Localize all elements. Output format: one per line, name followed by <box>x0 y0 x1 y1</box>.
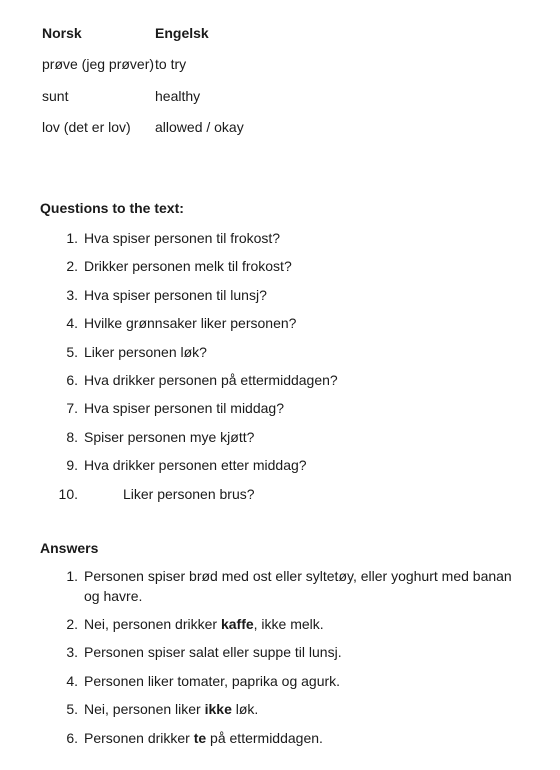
question-text: Spiser personen mye kjøtt? <box>84 428 255 445</box>
question-text: Drikker personen melk til frokost? <box>84 258 292 275</box>
question-text: Hvilke grønnsaker liker personen? <box>84 315 297 332</box>
column-header-engelsk: Engelsk <box>155 24 209 41</box>
answer-text: Personen liker tomater, paprika og agurk. <box>84 672 341 689</box>
answer-text <box>78 728 323 756</box>
emphasized-word: te <box>193 729 207 746</box>
emphasized-word: ikke <box>204 701 232 718</box>
vocabulary-header-row <box>42 17 302 49</box>
question-text: Hva drikker personen på ettermiddagen? <box>84 371 338 388</box>
item-number: 1. <box>66 568 78 584</box>
vocabulary-row <box>42 112 302 144</box>
list-item <box>40 484 530 512</box>
answer-text <box>78 614 324 642</box>
questions-list <box>40 228 530 512</box>
list-item <box>40 398 530 426</box>
item-number: 5. <box>66 343 78 360</box>
item-number: 5. <box>66 701 78 718</box>
answer-text-part: Personen drikker <box>84 729 194 746</box>
list-item <box>40 728 530 756</box>
column-header-norsk: Norsk <box>42 24 82 41</box>
english-word: healthy <box>155 87 201 104</box>
list-item <box>40 313 530 341</box>
question-text: Liker personen brus? <box>123 485 255 502</box>
item-number: 9. <box>66 457 78 474</box>
question-text: Hva spiser personen til lunsj? <box>84 286 267 303</box>
emphasized-word: kaffe <box>220 616 254 632</box>
vocabulary-row <box>42 49 302 81</box>
item-number: 4. <box>66 315 78 332</box>
item-number: 2. <box>66 616 78 632</box>
answers-list <box>40 566 530 756</box>
list-item <box>40 256 530 284</box>
list-item <box>40 566 530 614</box>
vocabulary-row <box>42 80 302 112</box>
answers-heading: Answers <box>40 540 99 556</box>
list-item <box>40 642 530 670</box>
answer-line: Personen spiser brød med ost eller syltetøy, eller yoghurt med banan <box>84 568 512 584</box>
list-item <box>40 427 530 455</box>
answer-text-part: Nei, personen drikker <box>84 616 221 632</box>
item-number: 3. <box>66 286 78 303</box>
item-number: 6. <box>66 729 78 746</box>
item-number: 4. <box>66 672 78 689</box>
item-number: 2. <box>66 258 78 275</box>
norwegian-word: prøve (jeg prøver) <box>42 56 155 73</box>
vocabulary-table <box>42 17 302 143</box>
question-text: Hva spiser personen til middag? <box>84 400 284 417</box>
list-item <box>40 455 530 483</box>
answer-text-part: , ikke melk. <box>253 616 324 632</box>
answer-text-part: på ettermiddagen. <box>206 729 323 746</box>
list-item <box>40 614 530 642</box>
item-number: 7. <box>66 400 78 417</box>
english-word: allowed / okay <box>155 119 244 136</box>
answer-text-part: Nei, personen liker <box>84 701 205 718</box>
questions-heading: Questions to the text: <box>40 200 184 216</box>
english-word: to try <box>155 56 187 73</box>
item-number: 6. <box>66 371 78 388</box>
question-text: Hva drikker personen etter middag? <box>84 457 307 474</box>
list-item <box>40 370 530 398</box>
answer-text: Personen spiser salat eller suppe til lunsj. <box>84 644 342 661</box>
question-text: Hva spiser personen til frokost? <box>84 230 281 246</box>
item-number: 10. <box>58 485 78 502</box>
item-number: 1. <box>66 230 78 246</box>
answer-line: og havre. <box>84 588 143 604</box>
item-number: 3. <box>66 644 78 661</box>
list-item <box>40 342 530 370</box>
question-text: Liker personen løk? <box>84 343 207 360</box>
list-item <box>40 228 530 256</box>
norwegian-word: lov (det er lov) <box>42 119 131 136</box>
list-item <box>40 671 530 699</box>
answer-text <box>78 699 258 727</box>
answer-text-part: løk. <box>231 701 259 718</box>
norwegian-word: sunt <box>42 87 69 104</box>
list-item <box>40 285 530 313</box>
answer-text <box>78 566 512 614</box>
list-item <box>40 699 530 727</box>
item-number: 8. <box>66 428 78 445</box>
